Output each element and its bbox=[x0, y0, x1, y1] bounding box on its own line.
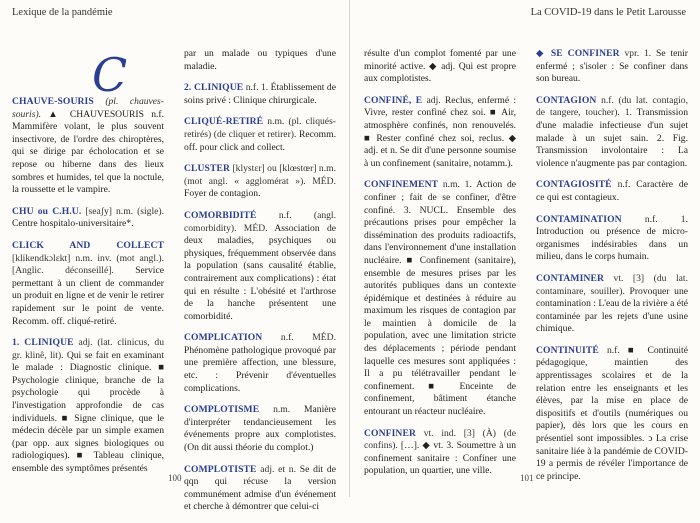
dictionary-entry bbox=[12, 206, 164, 231]
dictionary-entry bbox=[536, 345, 688, 484]
definition: Centre hospitalo-universitaire*. bbox=[12, 218, 134, 230]
dictionary-entry bbox=[536, 95, 688, 171]
definition: Qui se fait en examinant le malade : Diagnostic clinique. ■ Psychologie clinique, branche de la psychologie qui procède à l'investigation approfondie de cas individuels. ■ Signe clinique, que le médecin décèle par un simple examen (par opp. aux signes biologiques ou radiologiques). ■ Tableau clinique, ensemble des symptômes présentés bbox=[12, 349, 165, 475]
left-column-2 bbox=[184, 48, 336, 523]
definition: Se tenir enfermé ; s'isoler : Se confiner dans son bureau. bbox=[536, 48, 688, 85]
dictionary-entry bbox=[12, 240, 164, 328]
right-page bbox=[350, 0, 700, 497]
grammar-note: n.m. (pl. cliqués-retirés) (de cliquer et retirer). bbox=[184, 116, 336, 140]
running-head-right: La COVID-19 dans le Petit Larousse bbox=[530, 7, 686, 18]
dictionary-entry bbox=[536, 48, 688, 86]
grammar-note: [seaʃy] n.m. (sigle). bbox=[85, 205, 164, 217]
left-column-1 bbox=[12, 96, 164, 485]
grammar-note: n.f. 1. bbox=[245, 82, 269, 94]
headword: 2. CLINIQUE bbox=[184, 82, 244, 94]
dictionary-entry bbox=[12, 337, 164, 476]
headword: ◆ SE CONFINER bbox=[536, 48, 620, 59]
definition: Recomm. off. pour click and collect. bbox=[184, 128, 336, 153]
dictionary-entry bbox=[184, 464, 336, 514]
grammar-note: n.m. 1. bbox=[442, 179, 472, 191]
dictionary-entry bbox=[364, 428, 516, 478]
grammar-note: (pl. chauves-souris). bbox=[12, 96, 164, 120]
page-number-right: 101 bbox=[520, 473, 534, 483]
dictionary-entry bbox=[184, 116, 336, 154]
headword: CONTINUITÉ bbox=[536, 344, 599, 356]
grammar-note: n.f. (angl. comorbidity). MÉD. bbox=[184, 209, 336, 234]
headword: CONTAMINER bbox=[536, 272, 604, 284]
grammar-note: vt. [3] (du lat. contaminare, souiller). bbox=[536, 272, 688, 297]
headword: CHU ou C.H.U. bbox=[12, 205, 82, 217]
definition: Reclus, enfermé : Vivre, rester confiné chez soi. ■ Air, atmosphère confinés, non renouvelés. ■ Rester confiné chez soi, reclus. ◆ adj. et n. Se dit d'une personne soumise à un confinement (sanitaire, notamm.). bbox=[364, 94, 516, 169]
grammar-note: adj. bbox=[426, 94, 441, 106]
right-column-1 bbox=[364, 48, 516, 487]
headword: CLIQUÉ-RETIRÉ bbox=[184, 116, 264, 128]
running-head-left: Lexique de la pandémie bbox=[12, 7, 113, 18]
grammar-note: n.f. MÉD. bbox=[280, 332, 336, 344]
dictionary-entry bbox=[364, 95, 516, 171]
dictionary-entry bbox=[364, 48, 516, 86]
dictionary-entry bbox=[184, 404, 336, 454]
headword: COMPLOTISME bbox=[184, 404, 260, 416]
grammar-note: [klikendkɔlɛkt] n.m. inv. (mot angl.). [Anglic. déconseillé]. bbox=[12, 252, 164, 277]
headword: 1. CLINIQUE bbox=[12, 337, 74, 349]
dictionary-entry bbox=[12, 96, 164, 197]
headword: CONFINER bbox=[364, 427, 416, 439]
headword: CLUSTER bbox=[184, 163, 231, 175]
right-column-2 bbox=[536, 48, 688, 492]
definition: ■ Continuité pédagogique, maintien des apprentissages scolaires et de la relation entre les enseignants et les élèves, par la mise en place de dispositifs et d'outils (numériques ou papier), dès lors que les cours en présentiel sont impossibles. ↄ La crise sanitaire liée à la pandémie de COVID-19 a permis de révéler l'importance de ce principe. bbox=[536, 344, 688, 482]
headword: CONFINEMENT bbox=[364, 179, 439, 191]
headword: CONFINÉ, E bbox=[364, 94, 423, 106]
headword: COMORBIDITÉ bbox=[184, 209, 257, 221]
definition: Provoquer une contamination : L'eau de la rivière a été contaminée par les rejets d'une usine chimique. bbox=[536, 285, 688, 335]
headword: CONTAGION bbox=[536, 94, 597, 106]
headword: CLICK AND COLLECT bbox=[12, 239, 164, 251]
dictionary-entry bbox=[184, 210, 336, 323]
headword: COMPLICATION bbox=[184, 332, 263, 344]
grammar-note: n.f. (du lat. contagio, de tangere, toucher). 1. bbox=[536, 94, 688, 119]
definition: […]. ◆ vt. 3. Soumettre à un confinement sanitaire : Confiner une population, un quartier, une ville. bbox=[364, 440, 516, 477]
grammar-note: [klystɛr] ou [klœstœr] n.m. (mot angl. « agglomérat »). MÉD. bbox=[184, 163, 336, 187]
grammar-note: vpr. 1. bbox=[624, 48, 652, 59]
left-page bbox=[0, 0, 350, 513]
definition: Se dit de qqn qui récuse la version communément admise d'un événement et cherche à démontrer que celui-ci bbox=[184, 463, 336, 513]
grammar-note: n.f. bbox=[606, 344, 620, 356]
definition: Service permettant à un client de commander un produit en ligne et de venir le retirer rapidement sur le point de vente. Recomm. off. cliqué-retiré. bbox=[12, 265, 164, 327]
grammar-note: adj. et n. bbox=[260, 463, 296, 475]
definition: Association de deux maladies, psychiques ou physiques, fréquemment observée dans la population (sans causalité établie, contrairement aux complications) : état qui en résulte : L'obésité et l'arthrose de la hanche présentent une comorbidité. bbox=[184, 222, 336, 322]
definition: Action de confiner ; fait de se confiner, d'être confiné. 3. NUCL. Ensemble des précautions prises pour empêcher la dissémination des produits radioactifs, dans l'environnement d'une installation nucléaire. ■ Confinement (sanitaire), ensemble de mesures prises par les autorités publiques dans un contexte épidémique et destinées à réduire au maximum les risques de contagion par le maintien à domicile de la population, avec une limitation stricte des déplacements ; période pendant laquelle ces mesures sont appliquées : Il a pu télétravailler pendant le confinement. ■ Enceinte de confinement, bâtiment étanche entourant un réacteur nucléaire. bbox=[364, 179, 516, 418]
dictionary-entry bbox=[536, 179, 688, 204]
grammar-note: vt. ind. [3] (À) (de confins). bbox=[364, 427, 516, 452]
definition: Caractère de ce qui est contagieux. bbox=[536, 179, 688, 203]
definition: Introduction ou présence de micro-organismes indésirables dans un milieu, dans le corps humain. bbox=[536, 226, 688, 263]
grammar-note: n.f. 1. bbox=[644, 213, 688, 225]
definition: Manière d'interpréter tendancieusement les événements propre aux complotistes. (On dit aussi théorie du complot.) bbox=[184, 404, 336, 454]
definition: Phénomène pathologique provoqué par une première affection, une blessure, etc. : Prévenir d'éventuelles complications. bbox=[184, 344, 336, 394]
grammar-note: adj. (lat. clinicus, du gr. klinê, lit). bbox=[12, 337, 164, 361]
dictionary-entry bbox=[536, 273, 688, 336]
dictionary-entry bbox=[184, 82, 336, 107]
definition: ▲ CHAUVESOURIS n.f. Mammifère volant, le plus souvent insectivore, de l'ordre des chiroptères, qui se dirige par écholocation et se repose ou hiberne dans des lieux sombres et humides, tel que la noctule, la roussette et le vampire. bbox=[12, 108, 164, 196]
definition: Transmission d'une maladie infectieuse d'un sujet malade à un sujet sain. 2. Fig. Transmission involontaire : La violence n'augmente pas par contagion. bbox=[536, 107, 688, 169]
headword: COMPLOTISTE bbox=[184, 463, 257, 475]
dictionary-entry bbox=[184, 163, 336, 201]
drop-letter: C bbox=[92, 48, 128, 102]
headword: CHAUVE-SOURIS bbox=[12, 96, 94, 107]
headword: CONTAGIOSITÉ bbox=[536, 179, 612, 191]
headword: CONTAMINATION bbox=[536, 213, 622, 225]
page-number-left: 100 bbox=[168, 473, 182, 483]
dictionary-entry bbox=[184, 332, 336, 395]
definition: résulte d'un complot fomenté par une minorité active. ◆ adj. Qui est propre aux complotistes. bbox=[364, 48, 516, 85]
grammar-note: n.m. bbox=[273, 404, 291, 416]
definition: Établissement de soins privé : Clinique chirurgicale. bbox=[184, 82, 336, 106]
definition: Foyer de contagion. bbox=[184, 188, 261, 200]
grammar-note: n.f. bbox=[617, 179, 631, 191]
dictionary-entry bbox=[364, 179, 516, 418]
dictionary-entry bbox=[184, 48, 336, 73]
definition: par un malade ou typiques d'une maladie. bbox=[184, 48, 336, 72]
dictionary-entry bbox=[536, 214, 688, 264]
